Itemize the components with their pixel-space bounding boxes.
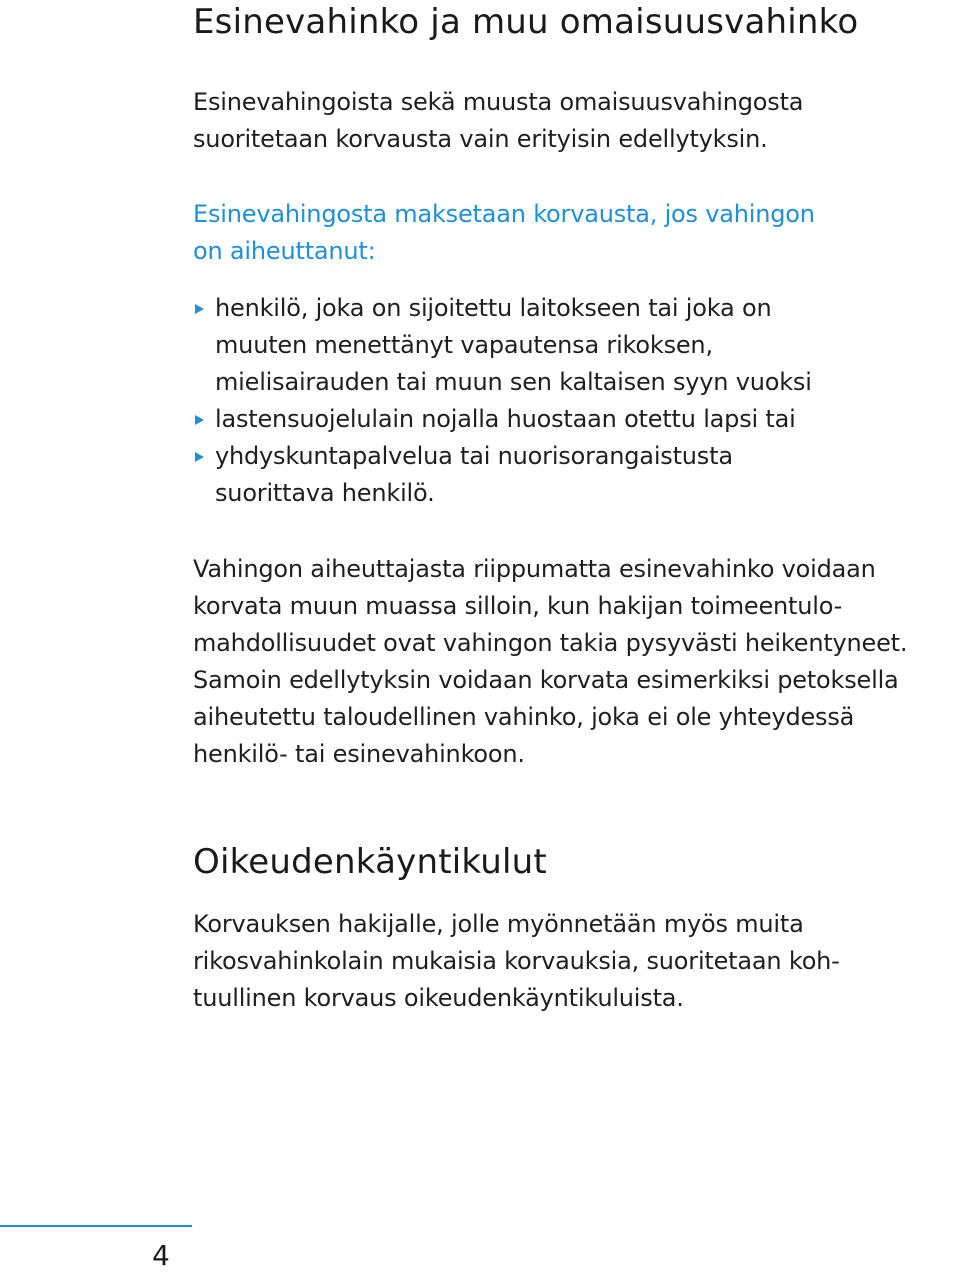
body-paragraph: [193, 551, 907, 773]
list-item-line: mielisairauden tai muun sen kaltaisen syyn vuoksi: [215, 368, 812, 396]
body-line: mahdollisuudet ovat vahingon takia pysyvästi heikentyneet.: [193, 629, 908, 657]
legal-costs-paragraph: [193, 906, 840, 1017]
triangle-bullet-icon: [195, 452, 204, 462]
section-heading-property-damage: Esinevahinko ja muu omaisuusvahinko: [193, 2, 859, 42]
body-line: henkilö- tai esinevahinkoon.: [193, 740, 525, 768]
lead-paragraph: [193, 196, 815, 270]
lead-line: on aiheuttanut:: [193, 237, 376, 265]
list-item: [193, 438, 812, 512]
page-number: 4: [152, 1239, 170, 1272]
legal-costs-line: tuullinen korvaus oikeudenkäyntikuluista.: [193, 984, 684, 1012]
body-line: Samoin edellytyksin voidaan korvata esimerkiksi petoksella: [193, 666, 899, 694]
lead-line: Esinevahingosta maksetaan korvausta, jos vahingon: [193, 200, 815, 228]
footer-rule: [0, 1225, 192, 1227]
triangle-bullet-icon: [195, 415, 204, 425]
list-item: [193, 290, 812, 401]
intro-line: suoritetaan korvausta vain erityisin edellytyksin.: [193, 125, 768, 153]
list-item-line: yhdyskuntapalvelua tai nuorisorangaistusta: [215, 442, 733, 470]
body-line: aiheutettu taloudellinen vahinko, joka ei ole yhteydessä: [193, 703, 855, 731]
list-item-line: muuten menettänyt vapautensa rikoksen,: [215, 331, 713, 359]
list-item-line: henkilö, joka on sijoitettu laitokseen tai joka on: [215, 294, 772, 322]
section-heading-legal-costs: Oikeudenkäyntikulut: [193, 842, 547, 882]
body-line: Vahingon aiheuttajasta riippumatta esinevahinko voidaan: [193, 555, 876, 583]
intro-paragraph: [193, 84, 803, 158]
legal-costs-line: Korvauksen hakijalle, jolle myönnetään myös muita: [193, 910, 804, 938]
list-item-line: suorittava henkilö.: [215, 479, 435, 507]
body-line: korvata muun muassa silloin, kun hakijan toimeentulo-: [193, 592, 843, 620]
list-item: [193, 401, 812, 438]
intro-line: Esinevahingoista sekä muusta omaisuusvahingosta: [193, 88, 804, 116]
list-item-line: lastensuojelulain nojalla huostaan otettu lapsi tai: [215, 405, 796, 433]
condition-list: [193, 290, 812, 512]
triangle-bullet-icon: [195, 304, 204, 314]
legal-costs-line: rikosvahinkolain mukaisia korvauksia, suoritetaan koh-: [193, 947, 840, 975]
